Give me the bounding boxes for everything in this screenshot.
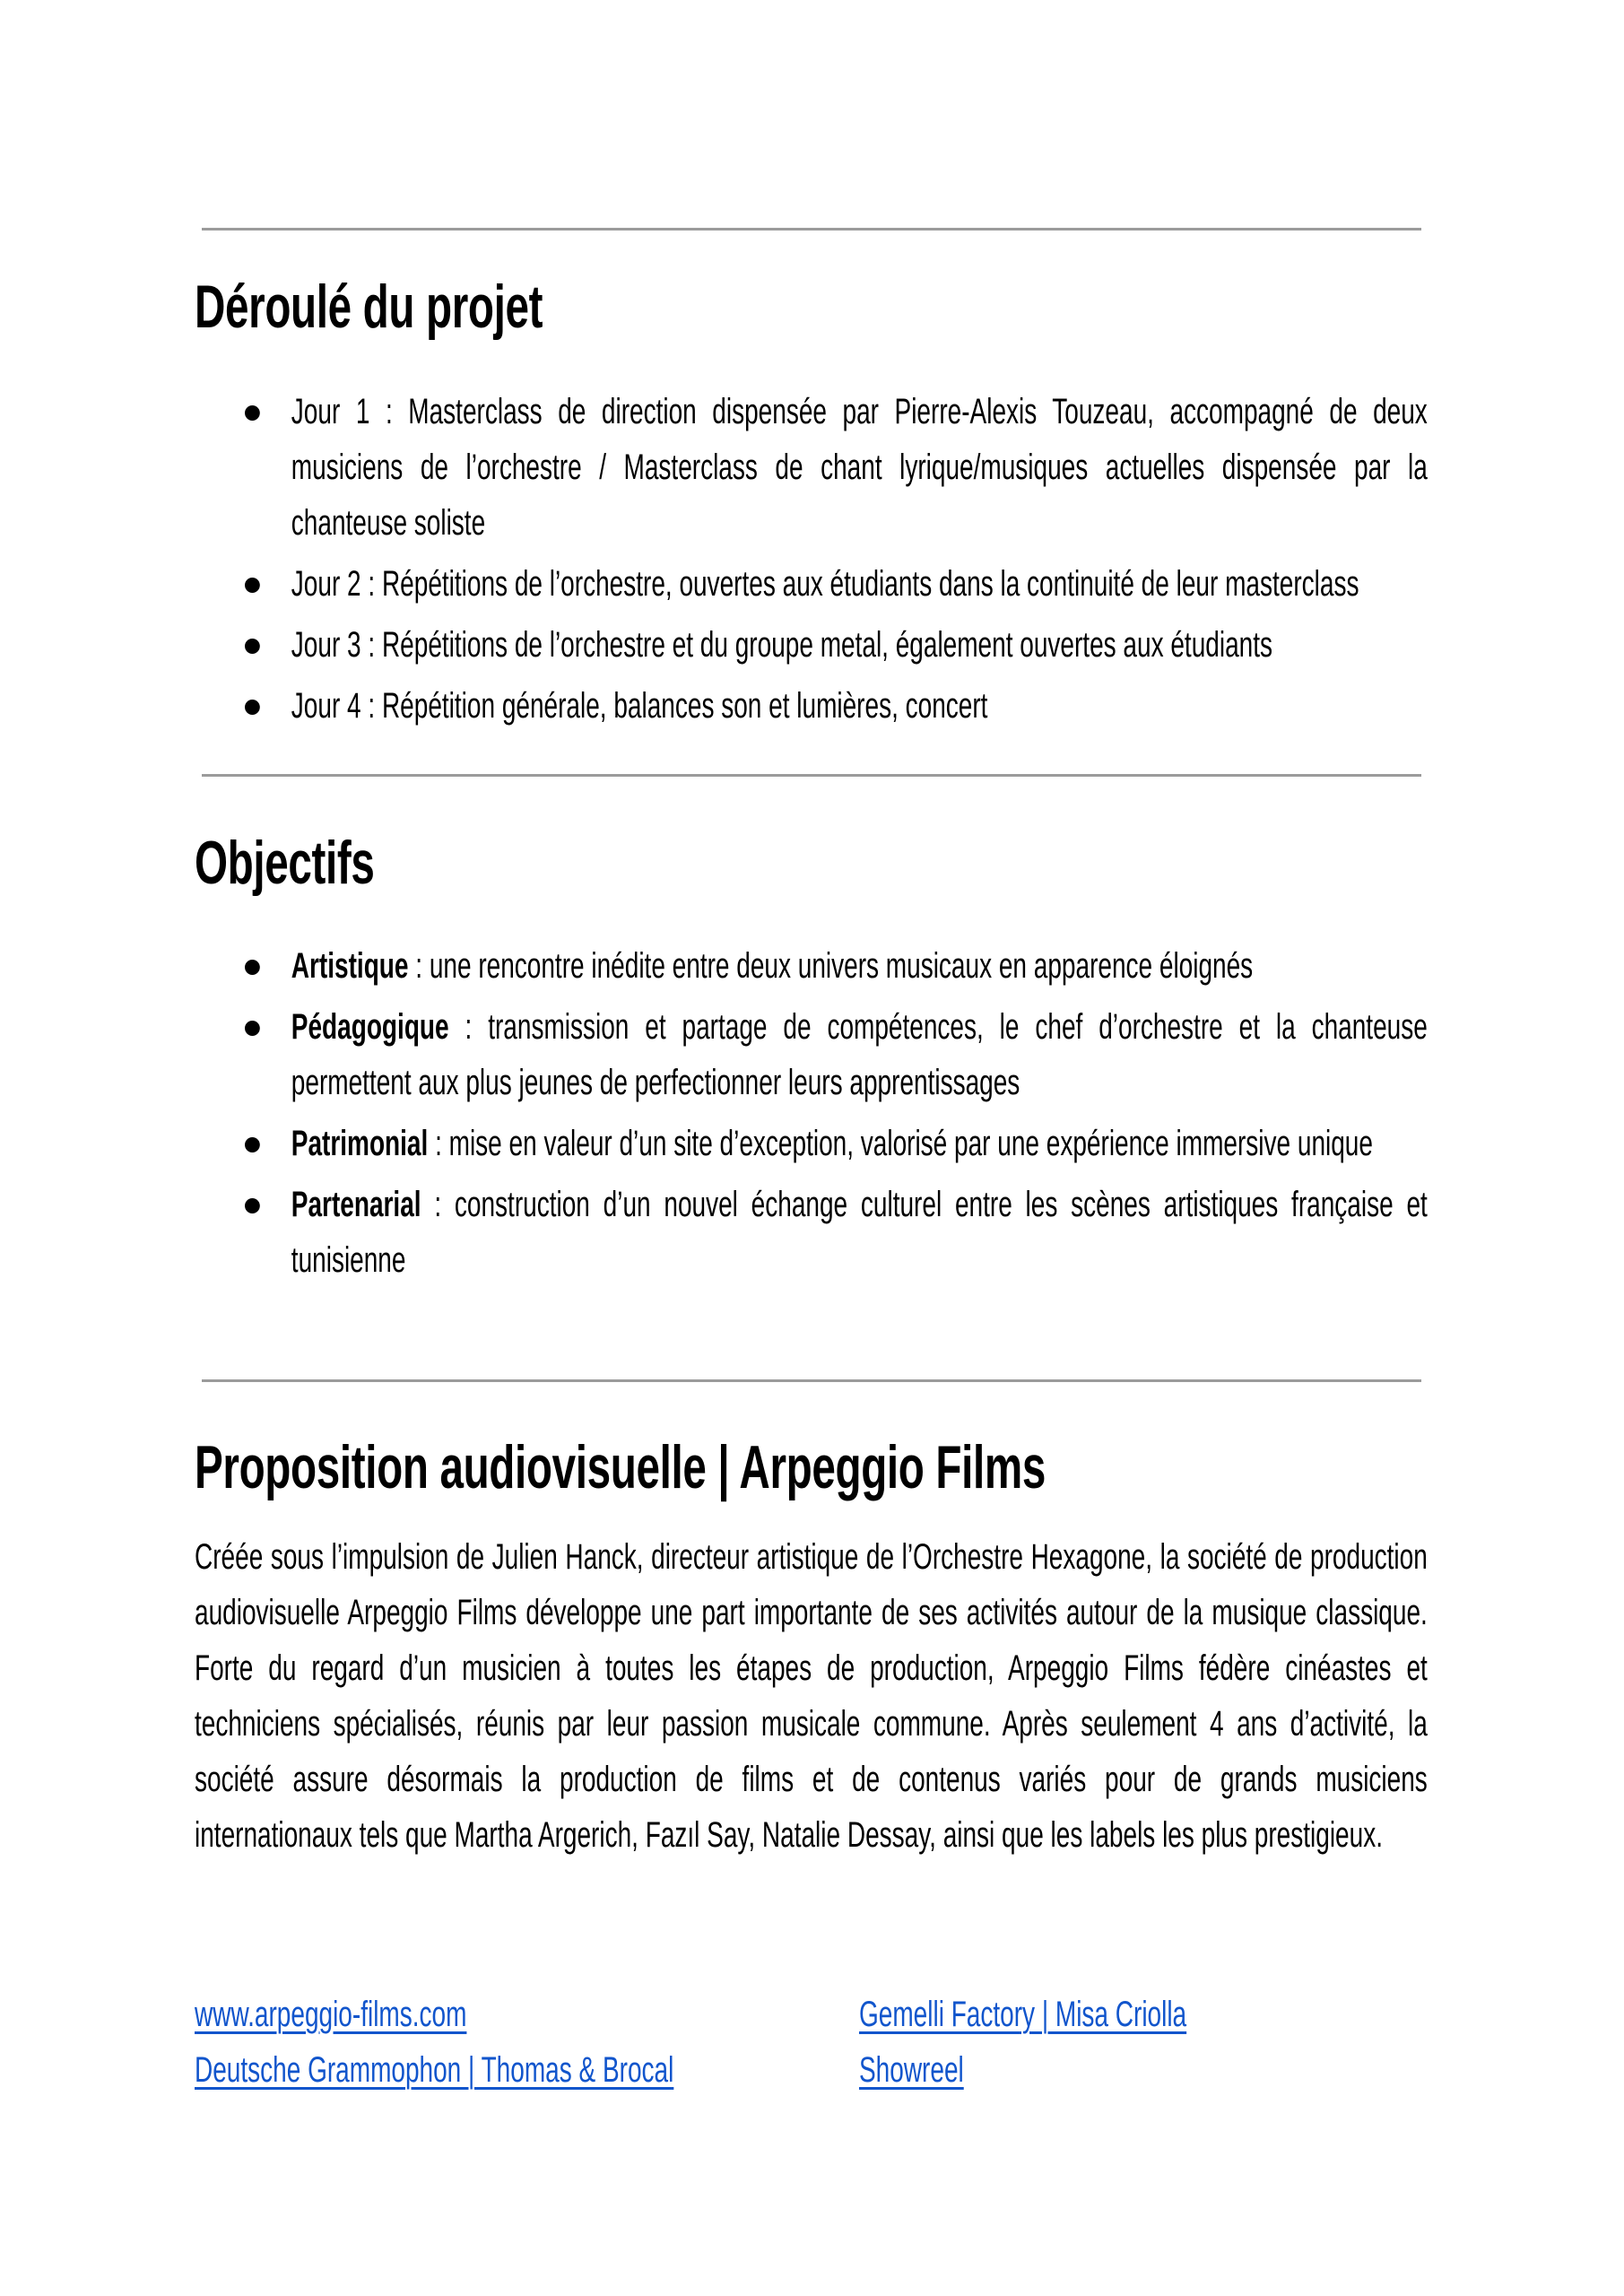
list-item-label: Partenarial bbox=[291, 1185, 421, 1224]
list-item-jour-4 bbox=[195, 678, 1428, 734]
list-item-text: Jour 4 : Répétition générale, balances son et lumières, concert bbox=[291, 686, 988, 726]
list-item-artistique bbox=[195, 938, 1428, 994]
link-arpeggio-website[interactable]: www.arpeggio-films.com bbox=[195, 1995, 467, 2034]
link-deutsche-grammophon[interactable]: Deutsche Grammophon | Thomas & Brocal bbox=[195, 2050, 674, 2090]
links-grid bbox=[195, 1987, 1450, 2112]
arpeggio-paragraph: Créée sous l’impulsion de Julien Hanck, directeur artistique de l’Orchestre Hexagone, la société de production audiovisuelle Arpeggio Films développe une part importante de ses activités autour de la musique classique. Forte du regard d’un musicien à toutes les étapes de production, Arpeggio Films fédère cinéastes et techniciens spécialisés, réunis par leur passion musicale commune. Après seulement 4 ans d’activité, la société assure désormais la production de films et de contenus variés pour de grands musiciens internationaux tels que Martha Argerich, Fazıl Say, Natalie Dessay, ainsi que les labels les plus prestigieux. bbox=[195, 1537, 1428, 1855]
list-item-text: Jour 1 : Masterclass de direction dispensée par Pierre-Alexis Touzeau, accompagné de deux musiciens de l’orchestre / Masterclass de chant lyrique/musiques actuelles dispensée par la chanteuse soliste bbox=[291, 392, 1428, 543]
list-item-text: Jour 3 : Répétitions de l’orchestre et du groupe metal, également ouvertes aux étudiants bbox=[291, 625, 1273, 665]
list-item-jour-2 bbox=[195, 556, 1428, 612]
objectifs-list-container bbox=[195, 938, 1428, 1293]
deroule-list bbox=[195, 384, 1428, 734]
horizontal-rule bbox=[202, 1379, 1421, 1382]
list-item-partenarial bbox=[195, 1177, 1428, 1288]
list-item-label: Patrimonial bbox=[291, 1124, 429, 1163]
bullet-icon bbox=[245, 1198, 260, 1213]
link-gemelli-factory[interactable]: Gemelli Factory | Misa Criolla bbox=[859, 1995, 1187, 2034]
list-item-text: : construction d’un nouvel échange culturel entre les scènes artistiques française et tunisienne bbox=[291, 1185, 1428, 1280]
list-item-text: : transmission et partage de compétences, le chef d’orchestre et la chanteuse permettent aux plus jeunes de perfectionner leurs apprentissages bbox=[291, 1007, 1428, 1102]
section-heading-deroule: Déroulé du projet bbox=[195, 273, 543, 341]
list-item-label: Artistique bbox=[291, 946, 409, 986]
list-item-jour-1 bbox=[195, 384, 1428, 551]
bullet-icon bbox=[245, 405, 260, 421]
list-item-text: Jour 2 : Répétitions de l’orchestre, ouvertes aux étudiants dans la continuité de leur masterclass bbox=[291, 564, 1359, 604]
list-item-label: Pédagogique bbox=[291, 1007, 449, 1047]
bullet-icon bbox=[245, 700, 260, 715]
list-item-patrimonial bbox=[195, 1116, 1428, 1171]
section-heading-proposition: Proposition audiovisuelle | Arpeggio Films bbox=[195, 1433, 1046, 1501]
deroule-list-container bbox=[195, 384, 1428, 739]
list-item-pedagogique bbox=[195, 999, 1428, 1110]
list-item-text: : une rencontre inédite entre deux univers musicaux en apparence éloignés bbox=[408, 946, 1254, 986]
bullet-icon bbox=[245, 639, 260, 654]
section-heading-objectifs: Objectifs bbox=[195, 829, 375, 897]
horizontal-rule bbox=[202, 774, 1421, 777]
bullet-icon bbox=[245, 960, 260, 975]
horizontal-rule bbox=[202, 228, 1421, 230]
list-item-jour-3 bbox=[195, 617, 1428, 673]
list-item-text: : mise en valeur d’un site d’exception, valorisé par une expérience immersive unique bbox=[428, 1124, 1373, 1163]
objectifs-list bbox=[195, 938, 1428, 1288]
bullet-icon bbox=[245, 578, 260, 593]
link-showreel[interactable]: Showreel bbox=[859, 2050, 964, 2090]
bullet-icon bbox=[245, 1021, 260, 1036]
bullet-icon bbox=[245, 1137, 260, 1152]
